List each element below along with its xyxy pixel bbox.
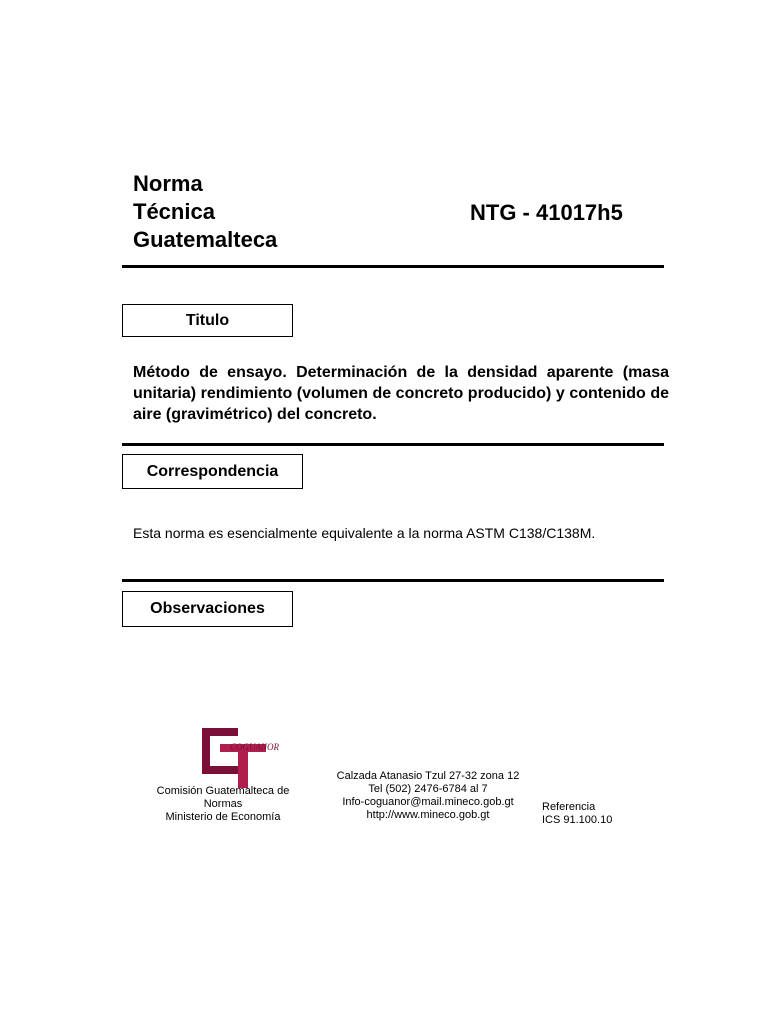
org-name: Comisión Guatemalteca de Normas — [156, 785, 290, 810]
correspondencia-text: Esta norma es esencialmente equivalente a la norma ASTM C138/C138M. — [133, 525, 596, 541]
title-line-tecnica: Técnica — [133, 199, 215, 224]
website-line: http://www.mineco.gob.gt — [366, 809, 490, 821]
org-ministry: Ministerio de Economía — [165, 811, 281, 823]
logo-wordmark: COGUANOR — [230, 742, 279, 752]
title-line-norma: Norma — [133, 171, 203, 196]
coguanor-logo — [198, 722, 279, 790]
document-title — [133, 170, 277, 254]
ics-code: ICS 91.100.10 — [542, 814, 613, 826]
organization-info — [136, 785, 310, 824]
norm-code: NTG - 41017h5 — [470, 200, 623, 225]
correspondencia-divider — [122, 579, 664, 582]
titulo-divider — [122, 443, 664, 446]
header-divider — [122, 265, 664, 268]
reference-label: Referencia — [542, 801, 596, 813]
correspondencia-label-box: Correspondencia — [122, 454, 303, 489]
observaciones-label-box: Observaciones — [122, 591, 293, 627]
address-line: Calzada Atanasio Tzul 27-32 zona 12 — [336, 770, 520, 782]
contact-info — [330, 770, 526, 822]
email-line: Info-coguanor@mail.mineco.gob.gt — [342, 796, 514, 808]
reference-info — [542, 801, 612, 827]
title-line-guatemalteca: Guatemalteca — [133, 227, 278, 252]
norm-title-text: Método de ensayo. Determinación de la densidad aparente (masa unitaria) rendimiento (volumen de concreto producido) y contenido de aire (gravimétrico) del concreto. — [133, 364, 669, 423]
phone-line: Tel (502) 2476-6784 al 7 — [368, 783, 488, 795]
titulo-label-box: Titulo — [122, 304, 293, 337]
